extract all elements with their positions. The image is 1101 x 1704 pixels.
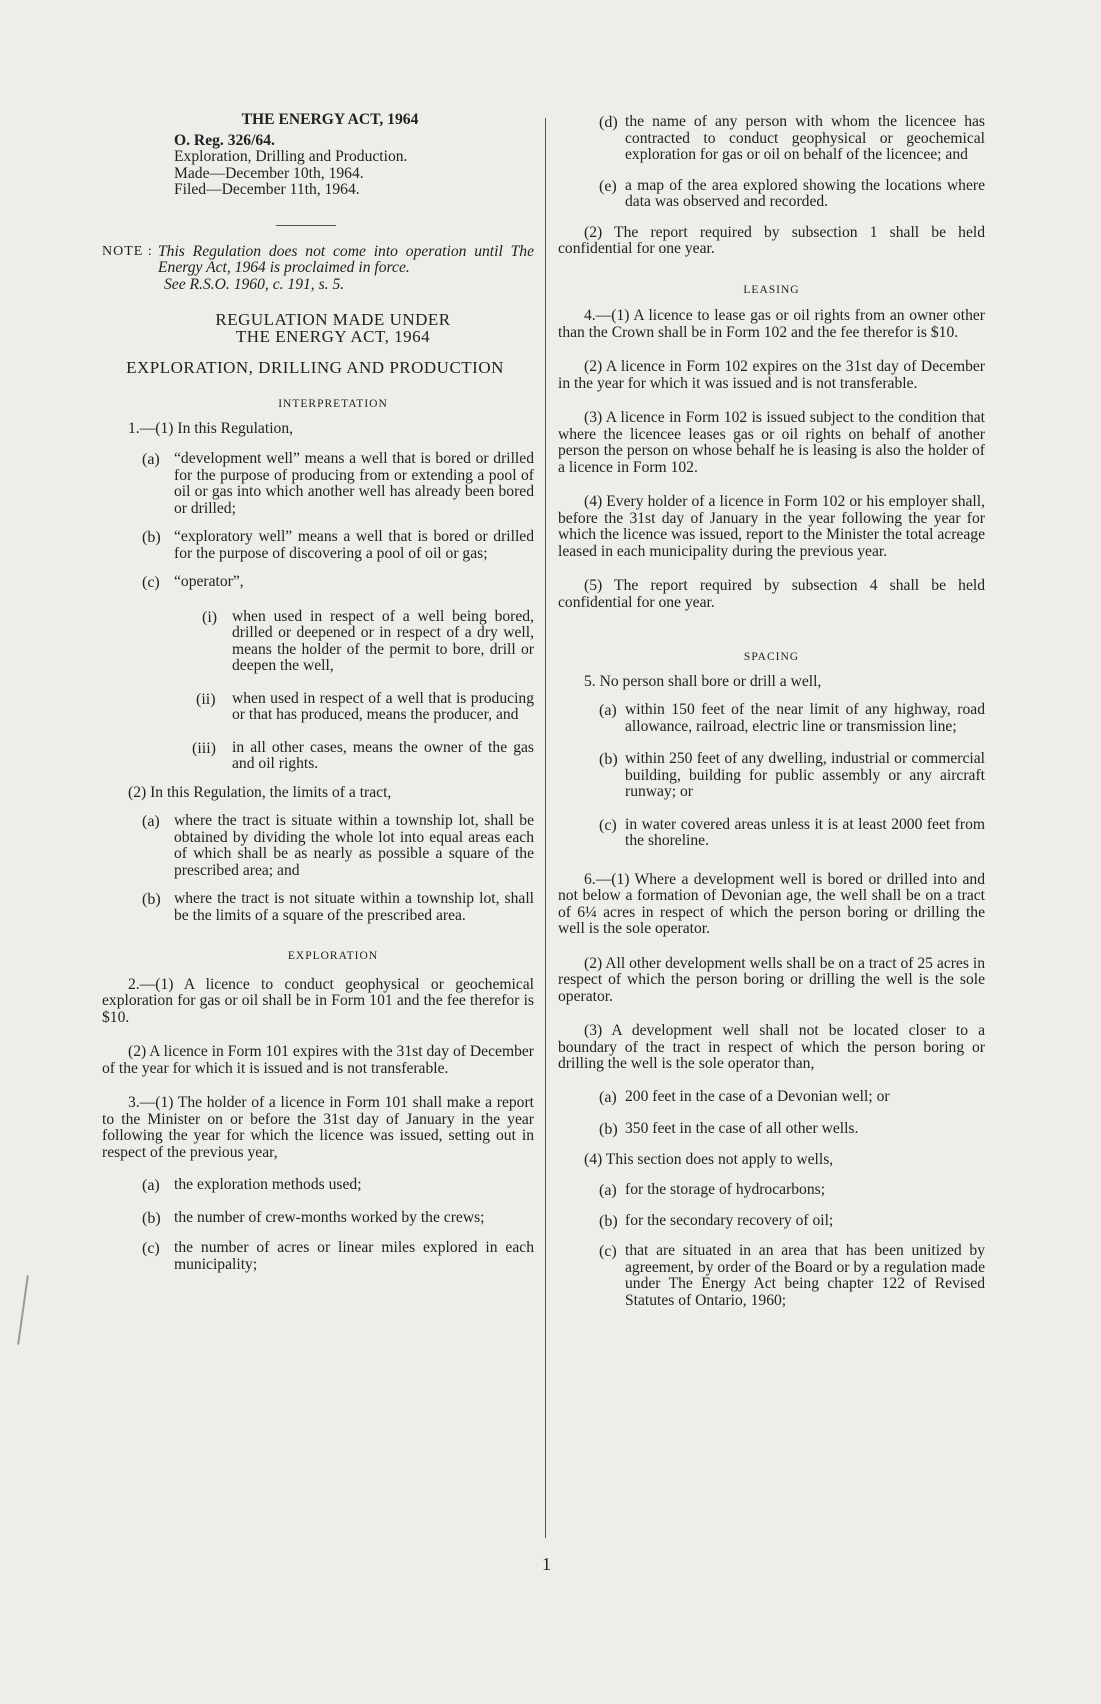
clause-label: (b) [599,1121,618,1138]
clause-text: “operator”, [174,573,244,590]
section-3-2: (2) The report required by subsection 1 shall be held confidential for one year. [558,223,985,257]
clause-1-a [102,451,534,517]
clause-label: (b) [599,1212,618,1230]
section-3-1: 3.—(1) The holder of a licence in Form 101 shall make a report to the Minister on or before the 31st day of January in the year following the year for which the licence was issued, setting out in respect of the previous year, [102,1094,534,1161]
left-column [102,112,534,1273]
clause-label: (a) [599,1182,617,1199]
clause-label: (b) [142,1209,161,1227]
clause-label: (c) [599,816,617,834]
separator-rule [276,225,336,226]
section-6-3: (3) A development well shall not be located closer to a boundary of the tract in respect of which the person boring or drilling the well is the sole operator than, [558,1022,985,1072]
clause-6-4-c [558,1243,985,1309]
clause-5-c [558,817,985,850]
note [102,244,534,294]
clause-1-2-b [102,891,534,924]
section-5: 5. No person shall bore or drill a well, [584,672,822,690]
clause-5-b [558,751,985,801]
clause-1-2-a [102,813,534,879]
section-4-1: 4.—(1) A licence to lease gas or oil rights from an owner other than the Crown shall be in Form 102 and the fee therefor is $10. [558,307,985,341]
clause-label: (e) [599,177,617,195]
regulation-heading-2: THE ENERGY ACT, 1964 [235,327,431,346]
clause-text: “exploratory well” means a well that is bored or drilled for the purpose of discovering a pool of oil or gas; [174,528,534,562]
subclause-label: (ii) [196,690,216,708]
section-4-5: (5) The report required by subsection 4 shall be held confidential for one year. [558,577,985,611]
clause-text: where the tract is situate within a township lot, shall be obtained by dividing the whole lot into equal areas each of which shall be as nearly as possible a square of the prescribed area; and [174,812,534,879]
clause-text: the exploration methods used; [174,1176,362,1193]
regulation-subject: Exploration, Drilling and Production. [174,148,408,165]
clause-label: (c) [142,574,160,591]
clause-text: the number of crew-months worked by the crews; [174,1208,485,1226]
clause-label: (b) [142,529,161,546]
section-heading-interpretation: INTERPRETATION [278,398,388,410]
section-2-1: 2.—(1) A licence to conduct geophysical or geochemical exploration for gas or oil shall be in Form 101 and the fee therefor is $10. [102,975,534,1026]
made-date: Made—December 10th, 1964. [174,164,364,182]
note-reference: See R.S.O. 1960, c. 191, s. 5. [164,275,345,293]
clause-label: (a) [599,1088,617,1106]
section-heading-leasing: LEASING [743,283,800,296]
section-6-2: (2) All other development wells shall be on a tract of 25 acres in respect of which the person boring or drilling the well is the sole operator. [558,954,985,1005]
act-title: THE ENERGY ACT, 1964 [241,111,419,128]
note-label: NOTE : [102,243,153,259]
clause-text: that are situated in an area that has been unitized by agreement, by order of the Board or by a regulation made under The Energy Act being chapter 122 of Revised Statutes of Ontario, 1960; [625,1242,985,1309]
section-4-4: (4) Every holder of a licence in Form 102 or his employer shall, before the 31st day of January in the year following the year for which the licence was issued, report to the Minister the total acreage leased in each municipality during the previous year. [558,493,985,560]
clause-6-4-a [558,1182,985,1199]
clause-3-a [102,1177,534,1194]
clause-text: where the tract is not situate within a township lot, shall be the limits of a square of the prescribed area. [174,890,534,924]
clause-6-3-a [558,1089,985,1106]
section-6-4: (4) This section does not apply to wells, [584,1150,834,1168]
clause-3-c [102,1240,534,1273]
page-number: 1 [542,1554,551,1574]
regulation-number: O. Reg. 326/64. [174,131,275,149]
section-1-2: (2) In this Regulation, the limits of a tract, [128,783,392,801]
section-4-2: (2) A licence in Form 102 expires on the 31st day of December in the year for which it was issued and is not transferable. [558,358,985,392]
clause-label: (b) [142,891,161,908]
note-text: This Regulation does not come into operation until The Energy Act, 1964 is proclaimed in force. [158,242,534,276]
clause-text: the name of any person with whom the licencee has contracted to conduct geophysical or geochemical exploration for gas or oil on behalf of the licencee; and [625,113,985,163]
subclause-label: (iii) [192,739,216,757]
clause-label: (d) [599,114,618,131]
clause-text: in water covered areas unless it is at least 2000 feet from the shoreline. [625,815,985,849]
subclause-1-c-i [102,609,534,675]
subclause-1-c-ii [102,691,534,724]
clause-text: a map of the area explored showing the locations where data was observed and recorded. [625,176,985,210]
clause-label: (a) [142,813,160,830]
clause-3-e [558,178,985,211]
clause-text: 350 feet in the case of all other wells. [625,1120,859,1137]
clause-text: within 250 feet of any dwelling, industrial or commercial building, building for public assembly or any aircraft runway; or [625,750,985,800]
right-column [558,114,985,1309]
clause-1-c [102,574,534,591]
section-6-1: 6.—(1) Where a development well is bored or drilled into and not below a formation of Devonian age, the well shall be on a tract of 6¼ acres in respect of which the person boring or drilling the well is the sole operator. [558,870,985,937]
section-2-2: (2) A licence in Form 101 expires with the 31st day of December of the year for which it is issued and is not transferable. [102,1043,534,1077]
filed-date: Filed—December 11th, 1964. [174,181,360,198]
subclause-1-c-iii [102,740,534,773]
section-4-3: (3) A licence in Form 102 is issued subject to the condition that where the licencee leases gas or oil rights on behalf of another person the person on whose behalf he is leasing is also the holder of a licence in Form 102. [558,409,985,476]
clause-6-4-b [558,1213,985,1230]
clause-5-a [558,702,985,735]
subclause-label: (i) [202,608,218,626]
clause-1-b [102,529,534,562]
clause-text: the number of acres or linear miles explored in each municipality; [174,1239,534,1273]
clause-text: for the storage of hydrocarbons; [625,1181,826,1198]
section-heading-spacing: SPACING [743,651,800,663]
regulation-heading-3: EXPLORATION, DRILLING AND PRODUCTION [126,358,504,377]
subclause-text: in all other cases, means the owner of the gas and oil rights. [232,738,534,772]
section-heading-exploration: EXPLORATION [287,950,379,962]
regulation-heading-1: REGULATION MADE UNDER [215,310,451,329]
clause-text: 200 feet in the case of a Devonian well; or [625,1087,890,1105]
section-1-1: 1.—(1) In this Regulation, [128,419,294,437]
column-divider [545,118,546,1538]
clause-text: “development well” means a well that is bored or drilled for the purpose of producing from or extending a pool of oil or gas into which another well has already been bored or drilled; [174,450,534,517]
clause-label: (a) [599,702,617,719]
clause-label: (b) [599,751,618,768]
subclause-text: when used in respect of a well that is producing or that has produced, means the producer, and [232,689,534,723]
clause-3-d [558,114,985,164]
clause-text: for the secondary recovery of oil; [625,1211,834,1229]
clause-text: within 150 feet of the near limit of any highway, road allowance, railroad, electric line or transmission line; [625,701,985,735]
clause-label: (c) [599,1243,617,1260]
clause-label: (c) [142,1240,160,1257]
subclause-text: when used in respect of a well being bored, drilled or deepened or in respect of a dry well, means the holder of the permit to bore, drill or deepen the well, [232,607,534,674]
clause-3-b [102,1210,534,1227]
clause-label: (a) [142,1177,160,1194]
clause-label: (a) [142,451,160,468]
margin-pencil-mark [17,1275,29,1345]
clause-6-3-b [558,1121,985,1138]
